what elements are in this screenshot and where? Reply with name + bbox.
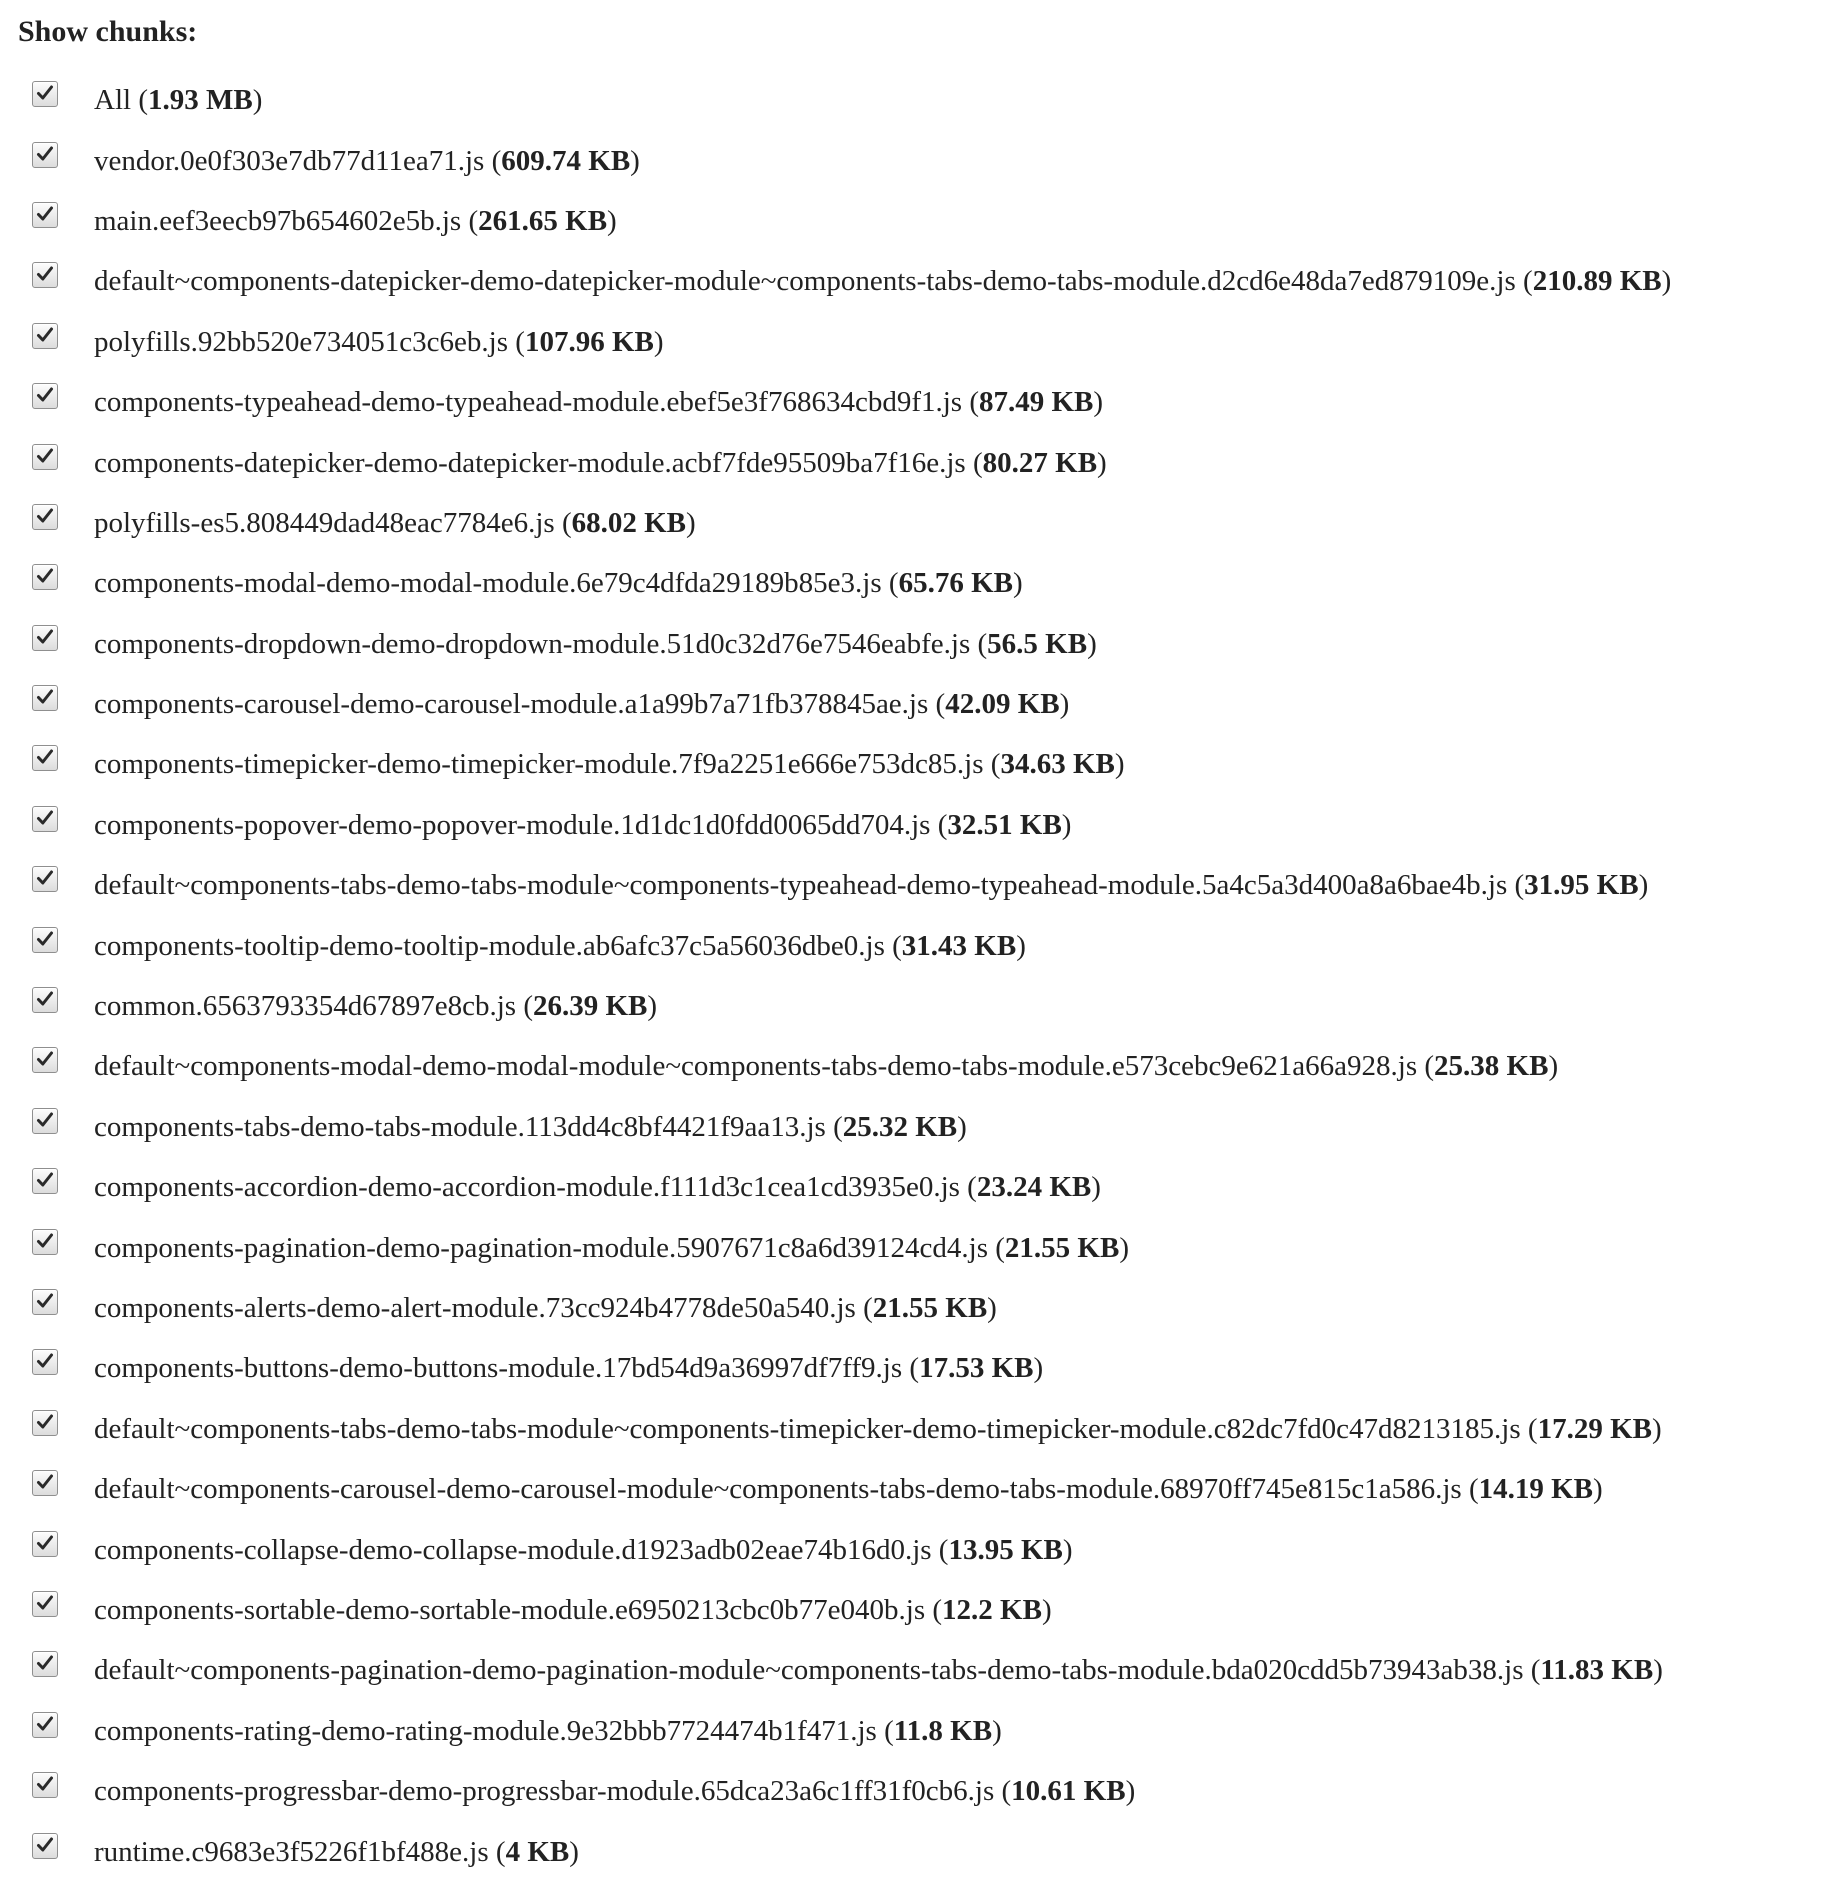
chunk-checkbox[interactable]	[32, 1531, 58, 1557]
chunk-name: components-progressbar-demo-progressbar-module.65dca23a6c1ff31f0cb6.js	[94, 1775, 995, 1808]
chunk-checkbox[interactable]	[32, 987, 58, 1013]
chunk-label: components-buttons-demo-buttons-module.17bd54d9a36997df7ff9.js (17.53 KB)	[94, 1352, 1044, 1385]
chunk-name: default~components-datepicker-demo-datepicker-module~components-tabs-demo-tabs-module.d2cd6e48da7ed879109e.js	[94, 265, 1516, 298]
chunk-name: default~components-carousel-demo-carousel-module~components-tabs-demo-tabs-module.68970ff745e815c1a586.js	[94, 1473, 1462, 1506]
chunk-size: 21.55 KB	[1004, 1231, 1120, 1264]
check-mark-icon	[36, 748, 54, 766]
chunk-name: components-dropdown-demo-dropdown-module.51d0c32d76e7546eabfe.js	[94, 627, 971, 660]
chunk-size: 10.61 KB	[1011, 1775, 1126, 1808]
check-mark-icon	[36, 84, 54, 102]
chunk-row[interactable]	[18, 1097, 1836, 1157]
check-mark-icon	[36, 1352, 54, 1370]
chunk-size: 11.8 KB	[893, 1714, 993, 1747]
chunk-row[interactable]	[18, 674, 1836, 734]
chunk-row[interactable]	[18, 1580, 1836, 1640]
chunk-name: components-tooltip-demo-tooltip-module.ab6afc37c5a56036dbe0.js	[94, 929, 885, 962]
chunk-row[interactable]	[18, 1640, 1836, 1700]
check-mark-icon	[36, 1775, 54, 1793]
chunk-checkbox[interactable]	[32, 323, 58, 349]
chunk-name: components-collapse-demo-collapse-module.d1923adb02eae74b16d0.js	[94, 1533, 932, 1566]
chunk-label: components-popover-demo-popover-module.1d1dc1d0fdd0065dd704.js (32.51 KB)	[94, 808, 1072, 841]
chunk-size: 42.09 KB	[945, 688, 1060, 721]
chunk-size: 609.74 KB	[501, 144, 631, 177]
chunk-row[interactable]	[18, 795, 1836, 855]
check-mark-icon	[36, 567, 54, 585]
chunk-checkbox[interactable]	[32, 927, 58, 953]
chunk-checkbox[interactable]	[32, 1229, 58, 1255]
chunk-label: components-pagination-demo-pagination-module.5907671c8a6d39124cd4.js (21.55 KB)	[94, 1231, 1129, 1264]
chunk-label: default~components-pagination-demo-pagination-module~components-tabs-demo-tabs-module.bda020cdd5b73943ab38.js (11.83 KB)	[94, 1654, 1663, 1687]
chunk-name: All	[94, 84, 132, 117]
chunk-label: polyfills.92bb520e734051c3c6eb.js (107.96 KB)	[94, 325, 664, 358]
check-mark-icon	[36, 1594, 54, 1612]
chunk-checkbox[interactable]	[32, 1289, 58, 1315]
check-mark-icon	[36, 1171, 54, 1189]
chunk-label: default~components-datepicker-demo-datepicker-module~components-tabs-demo-tabs-module.d2cd6e48da7ed879109e.js (210.89 KB)	[94, 265, 1672, 298]
chunk-row[interactable]	[18, 614, 1836, 674]
chunk-checkbox[interactable]	[32, 383, 58, 409]
chunk-row[interactable]	[18, 976, 1836, 1036]
chunk-row[interactable]	[18, 1338, 1836, 1398]
chunk-name: default~components-pagination-demo-pagination-module~components-tabs-demo-tabs-module.bda020cdd5b73943ab38.js	[94, 1654, 1524, 1687]
chunk-checkbox[interactable]	[32, 202, 58, 228]
chunk-row[interactable]	[18, 372, 1836, 432]
chunk-checkbox[interactable]	[32, 1591, 58, 1617]
check-mark-icon	[36, 1836, 54, 1854]
chunk-name: common.6563793354d67897e8cb.js	[94, 990, 517, 1023]
chunk-row[interactable]	[18, 312, 1836, 372]
chunk-size: 1.93 MB	[147, 84, 253, 117]
chunk-checkbox[interactable]	[32, 1047, 58, 1073]
chunk-size: 26.39 KB	[533, 990, 648, 1023]
chunk-name: polyfills-es5.808449dad48eac7784e6.js	[94, 506, 555, 539]
chunk-checkbox[interactable]	[32, 504, 58, 530]
chunk-row[interactable]	[18, 251, 1836, 311]
chunk-row[interactable]	[18, 1821, 1836, 1881]
chunk-label: components-carousel-demo-carousel-module.a1a99b7a71fb378845ae.js (42.09 KB)	[94, 688, 1070, 721]
chunk-size: 31.95 KB	[1524, 869, 1639, 902]
check-mark-icon	[36, 1473, 54, 1491]
chunk-checkbox[interactable]	[32, 1168, 58, 1194]
chunk-list	[18, 70, 1836, 1882]
chunk-name: polyfills.92bb520e734051c3c6eb.js	[94, 325, 509, 358]
chunk-checkbox[interactable]	[32, 1108, 58, 1134]
chunk-checkbox[interactable]	[32, 1772, 58, 1798]
chunk-checkbox[interactable]	[32, 625, 58, 651]
chunk-name: runtime.c9683e3f5226f1bf488e.js	[94, 1835, 489, 1868]
panel-title: Show chunks:	[18, 15, 198, 48]
chunk-row[interactable]	[18, 1701, 1836, 1761]
chunk-label: All (1.93 MB)	[94, 84, 263, 117]
chunk-name: components-popover-demo-popover-module.1d1dc1d0fdd0065dd704.js	[94, 808, 931, 841]
chunk-row[interactable]	[18, 432, 1836, 492]
chunk-size: 32.51 KB	[947, 808, 1062, 841]
chunk-size: 23.24 KB	[976, 1171, 1092, 1204]
chunk-size: 56.5 KB	[987, 627, 1088, 660]
chunk-name: components-timepicker-demo-timepicker-module.7f9a2251e666e753dc85.js	[94, 748, 984, 781]
chunk-name: components-accordion-demo-accordion-module.f111d3c1cea1cd3935e0.js	[94, 1171, 960, 1204]
check-mark-icon	[36, 1534, 54, 1552]
check-mark-icon	[36, 326, 54, 344]
check-mark-icon	[36, 688, 54, 706]
chunk-label: components-tooltip-demo-tooltip-module.ab6afc37c5a56036dbe0.js (31.43 KB)	[94, 929, 1026, 962]
chunk-size: 34.63 KB	[1000, 748, 1115, 781]
check-mark-icon	[36, 145, 54, 163]
chunk-row[interactable]	[18, 1278, 1836, 1338]
chunk-size: 80.27 KB	[982, 446, 1098, 479]
chunk-row[interactable]	[18, 1157, 1836, 1217]
chunk-row[interactable]	[18, 130, 1836, 190]
check-mark-icon	[36, 869, 54, 887]
chunk-label: polyfills-es5.808449dad48eac7784e6.js (68.02 KB)	[94, 506, 696, 539]
chunk-name: vendor.0e0f303e7db77d11ea71.js	[94, 144, 485, 177]
chunk-row[interactable]	[18, 553, 1836, 613]
chunk-checkbox[interactable]	[32, 1651, 58, 1677]
chunk-checkbox[interactable]	[32, 745, 58, 771]
chunk-size: 11.83 KB	[1540, 1654, 1654, 1687]
chunk-checkbox[interactable]	[32, 866, 58, 892]
chunk-row[interactable]	[18, 1459, 1836, 1519]
chunk-label: components-typeahead-demo-typeahead-module.ebef5e3f768634cbd9f1.js (87.49 KB)	[94, 386, 1104, 419]
chunk-name: components-pagination-demo-pagination-module.5907671c8a6d39124cd4.js	[94, 1231, 988, 1264]
chunk-checkbox[interactable]	[32, 1470, 58, 1496]
chunk-checkbox[interactable]	[32, 806, 58, 832]
chunk-name: components-buttons-demo-buttons-module.17bd54d9a36997df7ff9.js	[94, 1352, 903, 1385]
chunk-name: default~components-modal-demo-modal-module~components-tabs-demo-tabs-module.e573cebc9e621a66a928.js	[94, 1050, 1418, 1083]
chunk-row[interactable]	[18, 1036, 1836, 1096]
check-mark-icon	[36, 1292, 54, 1310]
chunk-label: components-datepicker-demo-datepicker-module.acbf7fde95509ba7f16e.js (80.27 KB)	[94, 446, 1107, 479]
chunk-label: components-accordion-demo-accordion-module.f111d3c1cea1cd3935e0.js (23.24 KB)	[94, 1171, 1101, 1204]
chunk-row[interactable]	[18, 1399, 1836, 1459]
chunk-name: default~components-tabs-demo-tabs-module~components-timepicker-demo-timepicker-module.c82dc7fd0c47d8213185.js	[94, 1412, 1521, 1445]
chunk-row[interactable]	[18, 1217, 1836, 1277]
chunk-checkbox[interactable]	[32, 685, 58, 711]
chunk-label: components-sortable-demo-sortable-module.e6950213cbc0b77e040b.js (12.2 KB)	[94, 1593, 1052, 1626]
chunk-name: components-typeahead-demo-typeahead-module.ebef5e3f768634cbd9f1.js	[94, 386, 963, 419]
chunk-size: 31.43 KB	[901, 929, 1017, 962]
chunk-size: 87.49 KB	[979, 386, 1094, 419]
chunk-name: components-sortable-demo-sortable-module.e6950213cbc0b77e040b.js	[94, 1593, 926, 1626]
chunk-checkbox[interactable]	[32, 142, 58, 168]
chunk-row[interactable]	[18, 855, 1836, 915]
check-mark-icon	[36, 507, 54, 525]
chunk-name: components-carousel-demo-carousel-module.a1a99b7a71fb378845ae.js	[94, 688, 929, 721]
check-mark-icon	[36, 1111, 54, 1129]
chunk-row[interactable]	[18, 915, 1836, 975]
chunk-label: vendor.0e0f303e7db77d11ea71.js (609.74 KB)	[94, 144, 640, 177]
chunk-checkbox[interactable]	[32, 564, 58, 590]
chunk-label: default~components-tabs-demo-tabs-module~components-typeahead-demo-typeahead-module.5a4c5a3d400a8a6bae4b.js (31.95 KB)	[94, 869, 1649, 902]
chunk-size: 17.29 KB	[1537, 1412, 1652, 1445]
chunk-label: components-dropdown-demo-dropdown-module.51d0c32d76e7546eabfe.js (56.5 KB)	[94, 627, 1097, 660]
chunk-size: 4 KB	[505, 1835, 570, 1868]
chunk-label: components-alerts-demo-alert-module.73cc924b4778de50a540.js (21.55 KB)	[94, 1292, 997, 1324]
check-mark-icon	[36, 1715, 54, 1733]
chunk-size: 107.96 KB	[524, 325, 654, 358]
chunk-size: 65.76 KB	[898, 567, 1013, 600]
chunk-checkbox[interactable]	[32, 1712, 58, 1738]
check-mark-icon	[36, 447, 54, 465]
chunk-checkbox[interactable]	[32, 1410, 58, 1436]
chunk-label: components-progressbar-demo-progressbar-module.65dca23a6c1ff31f0cb6.js (10.61 KB)	[94, 1775, 1136, 1808]
check-mark-icon	[36, 265, 54, 283]
check-mark-icon	[36, 930, 54, 948]
chunk-size: 25.38 KB	[1434, 1050, 1549, 1083]
check-mark-icon	[36, 1654, 54, 1672]
chunk-label: components-collapse-demo-collapse-module.d1923adb02eae74b16d0.js (13.95 KB)	[94, 1533, 1073, 1566]
check-mark-icon	[36, 628, 54, 646]
chunk-label: components-tabs-demo-tabs-module.113dd4c8bf4421f9aa13.js (25.32 KB)	[94, 1110, 967, 1143]
chunk-row[interactable]	[18, 1761, 1836, 1821]
chunk-size: 12.2 KB	[942, 1593, 1042, 1626]
chunk-size: 25.32 KB	[842, 1110, 958, 1143]
chunk-label: default~components-modal-demo-modal-module~components-tabs-demo-tabs-module.e573cebc9e621a66a928.js (25.38 KB)	[94, 1050, 1559, 1083]
chunk-checkbox[interactable]	[32, 1833, 58, 1859]
chunk-checkbox[interactable]	[32, 1349, 58, 1375]
chunk-checkbox[interactable]	[32, 262, 58, 288]
chunk-row[interactable]	[18, 734, 1836, 794]
check-mark-icon	[36, 386, 54, 404]
check-mark-icon	[36, 1232, 54, 1250]
chunk-name: components-rating-demo-rating-module.9e32bbb7724474b1f471.js	[94, 1714, 877, 1747]
chunk-row[interactable]	[18, 493, 1836, 553]
chunk-label: runtime.c9683e3f5226f1bf488e.js (4 KB)	[94, 1835, 579, 1868]
chunk-label: components-rating-demo-rating-module.9e32bbb7724474b1f471.js (11.8 KB)	[94, 1714, 1002, 1747]
chunk-row[interactable]	[18, 1519, 1836, 1579]
chunk-checkbox[interactable]	[32, 444, 58, 470]
chunk-name: components-alerts-demo-alert-module.73cc924b4778de50a540.js	[94, 1292, 856, 1324]
chunk-size: 68.02 KB	[571, 506, 687, 539]
check-mark-icon	[36, 205, 54, 223]
chunk-name: components-datepicker-demo-datepicker-module.acbf7fde95509ba7f16e.js	[94, 446, 966, 479]
chunk-size: 261.65 KB	[478, 204, 608, 237]
chunk-label: default~components-tabs-demo-tabs-module~components-timepicker-demo-timepicker-module.c82dc7fd0c47d8213185.js (17.29 KB)	[94, 1412, 1662, 1445]
chunk-size: 210.89 KB	[1532, 265, 1662, 298]
chunk-name: main.eef3eecb97b654602e5b.js	[94, 204, 462, 237]
chunk-size: 13.95 KB	[948, 1533, 1063, 1566]
chunk-row-all[interactable]	[18, 70, 1836, 130]
check-mark-icon	[36, 1413, 54, 1431]
chunk-name: components-tabs-demo-tabs-module.113dd4c8bf4421f9aa13.js	[94, 1110, 826, 1143]
chunk-label: components-modal-demo-modal-module.6e79c4dfda29189b85e3.js (65.76 KB)	[94, 567, 1023, 600]
chunk-name: default~components-tabs-demo-tabs-module~components-typeahead-demo-typeahead-module.5a4c5a3d400a8a6bae4b.js	[94, 869, 1508, 902]
chunk-name: components-modal-demo-modal-module.6e79c4dfda29189b85e3.js	[94, 567, 882, 600]
check-mark-icon	[36, 809, 54, 827]
check-mark-icon	[36, 990, 54, 1008]
chunk-size: 14.19 KB	[1478, 1473, 1594, 1506]
chunk-checkbox[interactable]	[32, 81, 58, 107]
chunk-label: common.6563793354d67897e8cb.js (26.39 KB)	[94, 990, 658, 1023]
chunk-label: components-timepicker-demo-timepicker-module.7f9a2251e666e753dc85.js (34.63 KB)	[94, 748, 1125, 781]
chunk-size: 17.53 KB	[919, 1352, 1034, 1385]
chunk-label: main.eef3eecb97b654602e5b.js (261.65 KB)	[94, 204, 617, 237]
chunk-row[interactable]	[18, 191, 1836, 251]
check-mark-icon	[36, 1050, 54, 1068]
chunk-label: default~components-carousel-demo-carousel-module~components-tabs-demo-tabs-module.68970ff745e815c1a586.js (14.19 KB)	[94, 1473, 1603, 1506]
chunk-size: 21.55 KB	[872, 1292, 988, 1324]
